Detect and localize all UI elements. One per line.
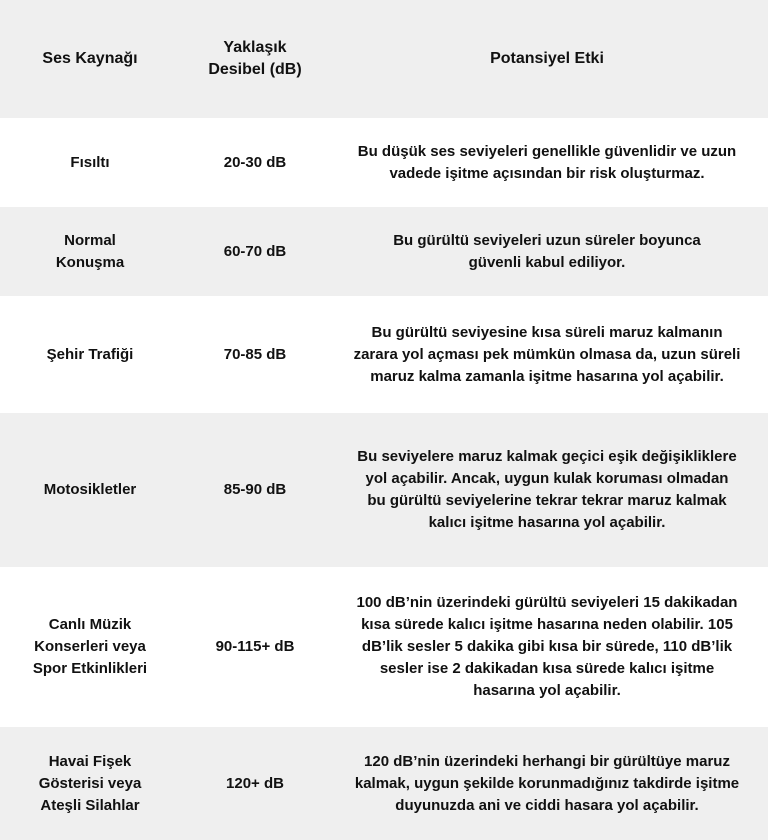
table-row bbox=[0, 567, 768, 727]
row-level: 20-30 dB bbox=[223, 153, 287, 171]
header-level-text: Yaklaşık Desibel (dB) bbox=[208, 39, 302, 78]
header-effect: Potansiyel Etki bbox=[490, 50, 604, 67]
row-level: 70-85 dB bbox=[223, 345, 287, 363]
row-level: 85-90 dB bbox=[223, 481, 287, 498]
row-source-text: Havai Fişek Gösterisi veya Ateşli Silahlar bbox=[38, 752, 142, 814]
row-source bbox=[0, 207, 180, 296]
table-row bbox=[0, 207, 768, 296]
header-level bbox=[180, 0, 330, 118]
row-source: Motosikletler bbox=[43, 481, 137, 498]
row-effect-text: Bu düşük ses seviyeleri genellikle güvenlidir ve uzun vadede işitme açısından bir risk oluşturmaz. bbox=[357, 142, 737, 182]
row-effect-text: 120 dB’nin üzerindeki herhangi bir gürültüye maruz kalmak, uygun şekilde korunmadığınız takdirde işitme duyunuzda ani ve ciddi hasara yol açabilir. bbox=[354, 752, 740, 814]
row-source: Şehir Trafiği bbox=[46, 345, 134, 363]
row-level: 90-115+ dB bbox=[215, 638, 295, 655]
row-source bbox=[0, 727, 180, 840]
row-effect bbox=[330, 413, 768, 567]
row-effect-text: Bu gürültü seviyesine kısa süreli maruz kalmanın zarara yol açması pek mümkün olmasa da, uzun süreli maruz kalma zamanla işitme hasarına yol açabilir. bbox=[353, 323, 741, 385]
row-effect-text: Bu gürültü seviyeleri uzun süreler boyunca güvenli kabul ediliyor. bbox=[393, 231, 701, 271]
table-header-row bbox=[0, 0, 768, 118]
row-level: 60-70 dB bbox=[223, 242, 287, 260]
row-source-text: Normal Konuşma bbox=[55, 231, 125, 271]
row-effect bbox=[330, 567, 768, 727]
row-effect-text: Bu seviyelere maruz kalmak geçici eşik değişikliklere yol açabilir. Ancak, uygun kulak koruması olmadan bu gürültü seviyelerine tekrar tekrar maruz kalmak kalıcı işitme hasarına yol açabilir. bbox=[357, 448, 737, 531]
row-effect bbox=[330, 296, 768, 413]
row-effect-text: 100 dB’nin üzerindeki gürültü seviyeleri 15 dakikadan kısa sürede kalıcı işitme hasarına neden olabilir. 105 dB’lik sesler 5 dakika gibi kısa bir sürede, 110 dB’lik sesler ise 2 dakikadan kısa sürede kalıcı işitme hasarına yol açabilir. bbox=[356, 594, 738, 699]
table-row bbox=[0, 118, 768, 207]
row-effect bbox=[330, 207, 768, 296]
row-effect bbox=[330, 118, 768, 207]
table-row bbox=[0, 727, 768, 840]
row-source bbox=[0, 567, 180, 727]
table-row bbox=[0, 413, 768, 567]
row-source-text: Canlı Müzik Konserleri veya Spor Etkinlikleri bbox=[32, 616, 148, 677]
header-source: Ses Kaynağı bbox=[42, 50, 138, 67]
row-source: Fısıltı bbox=[70, 153, 110, 171]
table-row bbox=[0, 296, 768, 413]
row-level: 120+ dB bbox=[226, 774, 284, 792]
row-effect bbox=[330, 727, 768, 840]
